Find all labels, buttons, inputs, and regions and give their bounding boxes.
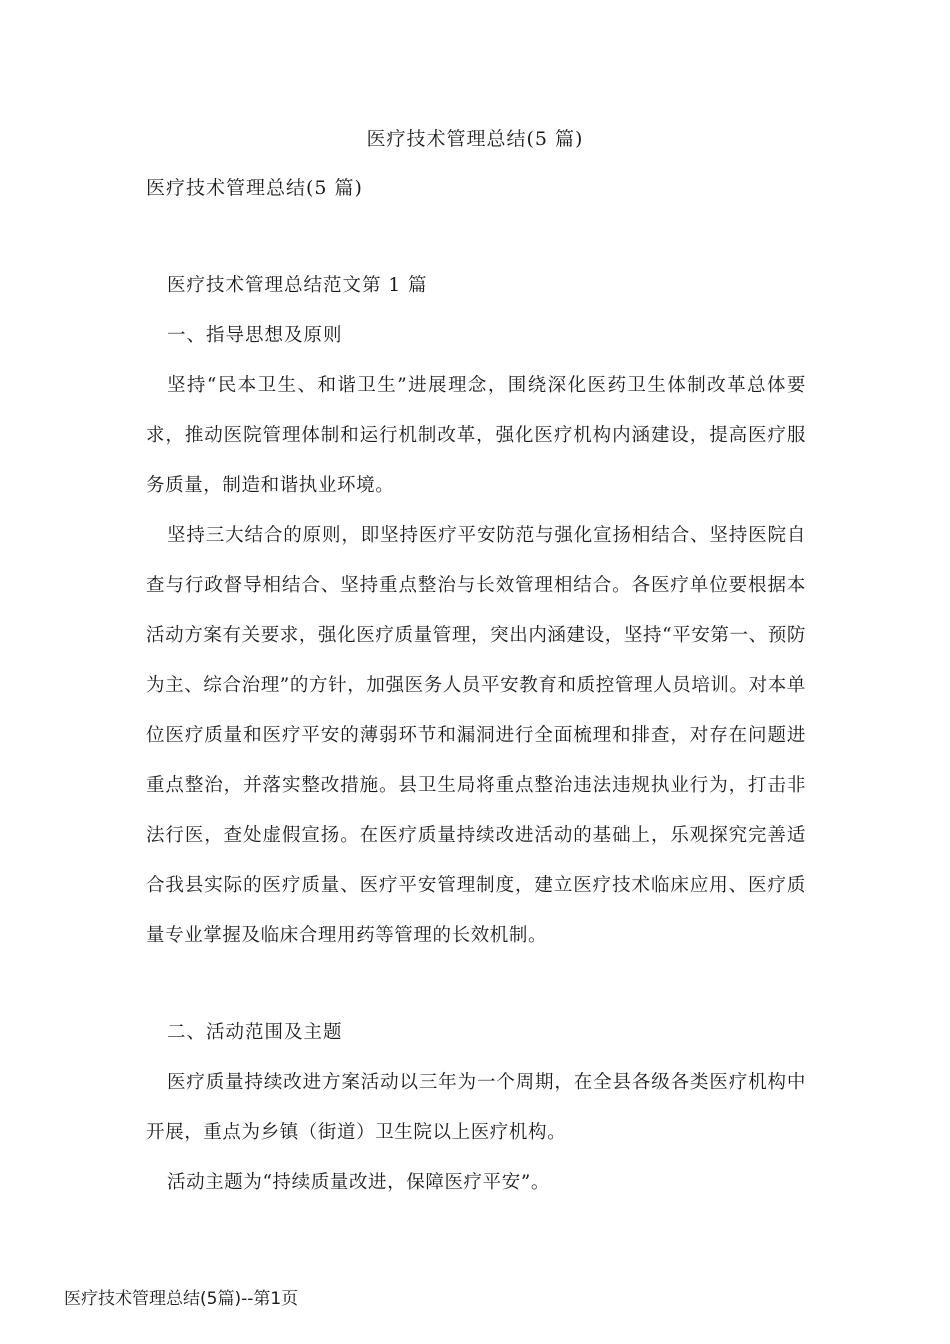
- paragraph-activity-theme: 活动主题为“持续质量改进，保障医疗平安”。: [167, 1172, 551, 1193]
- paragraph-guiding-philosophy: 坚持“民本卫生、和谐卫生”进展理念，围绕深化医药卫生体制改革总体要求，推动医院管理体制和运行机制改革，强化医疗机构内涵建设，提高医疗服务质量，制造和谐执业环境。: [146, 375, 806, 496]
- section-heading-guiding-principles: 一、指导思想及原则: [167, 325, 343, 346]
- page-footer: 医疗技术管理总结(5篇)--第1页: [64, 1289, 299, 1309]
- paragraph-three-principles: 坚持三大结合的原则，即坚持医疗平安防范与强化宣扬相结合、坚持医院自查与行政督导相结合、坚持重点整治与长效管理相结合。各医疗单位要根据本活动方案有关要求，强化医疗质量管理，突出内涵建设，坚持“平安第一、预防为主、综合治理”的方针，加强医务人员平安教育和质控管理人员培训。对本单位医疗质量和医疗平安的薄弱环节和漏洞进行全面梳理和排查，对存在问题进重点整治，并落实整改措施。县卫生局将重点整治违法违规执业行为，打击非法行医，查处虚假宣扬。在医疗质量持续改进活动的基础上，乐观探究完善适合我县实际的医疗质量、医疗平安管理制度，建立医疗技术临床应用、医疗质量专业掌握及临床合理用药等管理的长效机制。: [146, 525, 806, 946]
- article-heading: 医疗技术管理总结范文第 1 篇: [167, 275, 428, 296]
- paragraph-activity-scope: 医疗质量持续改进方案活动以三年为一个周期，在全县各级各类医疗机构中开展，重点为乡镇（街道）卫生院以上医疗机构。: [146, 1072, 806, 1143]
- section-heading-scope-theme: 二、活动范围及主题: [167, 1022, 343, 1043]
- page-title: 医疗技术管理总结(5 篇): [366, 128, 584, 150]
- document-subtitle: 医疗技术管理总结(5 篇): [146, 177, 363, 199]
